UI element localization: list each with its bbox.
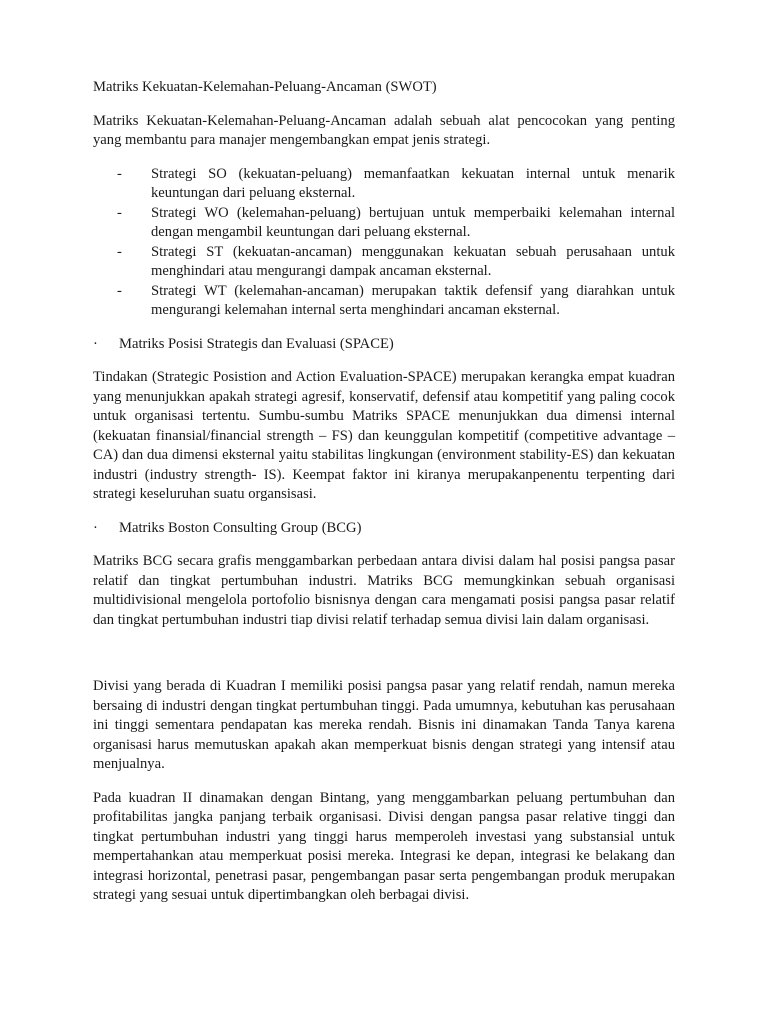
list-item <box>93 282 675 321</box>
dash-marker: - <box>117 204 122 221</box>
swot-strategy-list <box>93 165 675 321</box>
swot-title: Matriks Kekuatan-Kelemahan-Peluang-Ancaman (SWOT) <box>93 79 437 95</box>
dash-marker: - <box>117 165 122 182</box>
list-item <box>93 165 675 204</box>
swot-intro: Matriks Kekuatan-Kelemahan-Peluang-Ancaman adalah sebuah alat pencocokan yang penting yang membantu para manajer mengembangkan empat jenis strategi. <box>93 112 675 148</box>
dash-marker: - <box>117 282 122 299</box>
bcg-quadrant-1-paragraph: Divisi yang berada di Kuadran I memiliki posisi pangsa pasar yang relatif rendah, namun mereka bersaing di industri dengan tingkat pertumbuhan tinggi. Pada umumnya, kebutuhan kas perusahaan ini tinggi sementara pendapatan kas mereka rendah. Bisnis ini dinamakan Tanda Tanya karena organisasi harus memutuskan apakah akan memperkuat bisnis dengan strategi yang intensif atau menjualnya. <box>93 678 675 772</box>
space-title: Matriks Posisi Strategis dan Evaluasi (SPACE) <box>119 335 394 352</box>
list-item-text: Strategi WO (kelemahan-peluang) bertujuan untuk memperbaiki kelemahan internal dengan mengambil keuntungan dari peluang eksternal. <box>151 204 675 240</box>
bcg-title: Matriks Boston Consulting Group (BCG) <box>119 519 362 536</box>
bcg-heading <box>93 519 675 539</box>
list-item <box>93 243 675 282</box>
space-body: Tindakan (Strategic Posistion and Action Evaluation-SPACE) merupakan kerangka empat kuadran yang menunjukkan apakah strategi agresif, konservatif, defensif atau kompetitif yang paling cocok untuk organisasi tertentu. Sumbu-sumbu Matriks SPACE menunjukkan dua dimensi internal (kekuatan finansial/financial strength – FS) dan keunggulan kompetitif (competitive advantage – CA) dan dua dimensi eksternal yaitu stabilitas lingkungan (environment stability-ES) dan kekuatan industri (industry strength- IS). Keempat faktor ini kiranya merupakanpenentu terpenting dari strategi keseluruhan suatu organsisasi. <box>93 369 675 502</box>
bcg-body: Matriks BCG secara grafis menggambarkan perbedaan antara divisi dalam hal posisi pangsa pasar relatif dan tingkat pertumbuhan industri. Matriks BCG memungkinkan sebuah organisasi multidivisional mengelola portofolio bisnisnya dengan cara mengamati posisi pangsa pasar relatif dan tingkat pertumbuhan industri tiap divisi relatif terhadap semua divisi lain dalam organisasi. <box>93 553 675 628</box>
space-heading <box>93 335 675 355</box>
list-item-text: Strategi WT (kelemahan-ancaman) merupakan taktik defensif yang diarahkan untuk mengurangi kelemahan internal serta menghindari ancaman eksternal. <box>151 282 675 318</box>
document-page <box>93 78 675 920</box>
bullet-marker: · <box>93 519 98 536</box>
dash-marker: - <box>117 243 122 260</box>
list-item <box>93 204 675 243</box>
bullet-marker: · <box>93 335 98 352</box>
list-item-text: Strategi ST (kekuatan-ancaman) menggunakan kekuatan sebuah perusahaan untuk menghindari atau mengurangi dampak ancaman eksternal. <box>151 243 675 279</box>
bcg-quadrant-2-paragraph: Pada kuadran II dinamakan dengan Bintang, yang menggambarkan peluang pertumbuhan dan profitabilitas jangka panjang terbaik organisasi. Divisi dengan pangsa pasar relative tinggi dan tingkat pertumbuhan industri yang tinggi harus memperoleh investasi yang substansial untuk mempertahankan atau memperkuat posisi mereka. Integrasi ke depan, integrasi ke belakang dan integrasi horizontal, penetrasi pasar, pengembangan pasar serta pengembangan produk merupakan strategi yang sesuai untuk dipertimbangkan oleh berbagai divisi. <box>93 789 675 903</box>
blank-spacer <box>93 644 675 677</box>
list-item-text: Strategi SO (kekuatan-peluang) memanfaatkan kekuatan internal untuk menarik keuntungan dari peluang eksternal. <box>151 165 675 201</box>
